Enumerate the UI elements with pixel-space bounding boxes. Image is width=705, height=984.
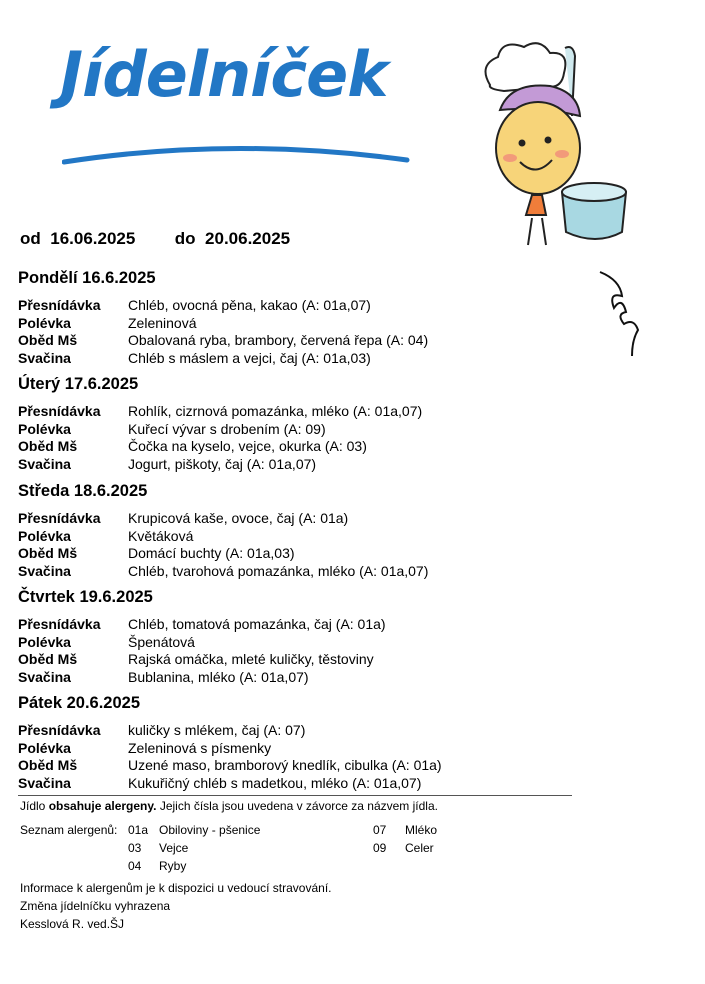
meal-label: Oběd Mš xyxy=(18,438,78,455)
allergen-code: 09 xyxy=(373,841,387,855)
meal-label: Svačina xyxy=(18,350,71,367)
meal-text: Zeleninová xyxy=(128,314,197,331)
title-underline-swoosh xyxy=(62,140,412,170)
meal-label: Polévka xyxy=(18,420,71,437)
meal-text: Obalovaná ryba, brambory, červená řepa (A: 04) xyxy=(128,332,429,349)
meal-text: Bublanina, mléko (A: 01a,07) xyxy=(128,669,309,686)
footer-change-note: Změna jídelníčku vyhrazena xyxy=(20,899,171,913)
footer xyxy=(20,879,331,933)
meal-text: Zeleninová s písmenky xyxy=(128,739,272,756)
meal-text: Jogurt, piškoty, čaj (A: 01a,07) xyxy=(128,456,317,473)
meal-label: Svačina xyxy=(18,456,71,473)
meal-row xyxy=(18,350,578,368)
meal-row xyxy=(18,616,578,634)
allergen-name: Obiloviny - pšenice xyxy=(159,823,261,837)
meal-text: Domácí buchty (A: 01a,03) xyxy=(128,545,295,562)
meal-label: Svačina xyxy=(18,563,71,580)
meal-row xyxy=(18,421,578,439)
day-heading: Pátek 20.6.2025 xyxy=(18,694,141,712)
meal-label: Přesnídávka xyxy=(18,403,101,419)
meal-text: Čočka na kyselo, vejce, okurka (A: 03) xyxy=(128,438,367,455)
meal-label: Svačina xyxy=(18,775,71,792)
page-title: Jídelníček xyxy=(60,38,388,111)
meal-label: Oběd Mš xyxy=(18,332,78,349)
meal-row xyxy=(18,651,578,669)
to-label: do xyxy=(174,229,196,248)
date-range xyxy=(20,229,290,249)
meal-label: Přesnídávka xyxy=(18,722,101,738)
meal-label: Svačina xyxy=(18,669,71,686)
allergen-note xyxy=(20,799,438,813)
day-heading: Středa 18.6.2025 xyxy=(18,482,148,500)
day-tuesday xyxy=(18,375,578,474)
meal-row xyxy=(18,757,578,775)
meal-label: Oběd Mš xyxy=(18,651,78,668)
meal-text: kuličky s mlékem, čaj (A: 07) xyxy=(128,722,306,738)
to-date: 20.06.2025 xyxy=(205,229,291,248)
allergen-note-prefix: Jídlo xyxy=(20,799,49,813)
day-monday xyxy=(18,269,578,368)
meal-row xyxy=(18,456,578,474)
allergen-name: Mléko xyxy=(405,823,438,837)
allergen-list-label: Seznam alergenů: xyxy=(20,823,118,837)
meal-row xyxy=(18,545,578,563)
meal-label: Oběd Mš xyxy=(18,545,78,562)
meal-label: Přesnídávka xyxy=(18,510,101,526)
meal-label: Polévka xyxy=(18,314,71,331)
footer-info: Informace k alergenům je k dispozici u vedoucí stravování. xyxy=(20,881,332,895)
day-thursday xyxy=(18,588,578,687)
meal-row xyxy=(18,740,578,758)
meal-text: Chléb, tomatová pomazánka, čaj (A: 01a) xyxy=(128,616,386,632)
meal-row xyxy=(18,332,578,350)
day-heading: Pondělí 16.6.2025 xyxy=(18,269,156,287)
from-date: 16.06.2025 xyxy=(50,229,136,248)
meal-label: Polévka xyxy=(18,527,71,544)
meal-label: Polévka xyxy=(18,739,71,756)
meal-text: Kuřecí vývar s drobením (A: 09) xyxy=(128,420,326,437)
divider xyxy=(18,795,572,796)
meal-row xyxy=(18,775,578,793)
day-heading: Úterý 17.6.2025 xyxy=(18,375,139,393)
meal-text: Uzené maso, bramborový knedlík, cibulka (A: 01a) xyxy=(128,757,442,774)
meal-text: Rohlík, cizrnová pomazánka, mléko (A: 01a,07) xyxy=(128,403,423,419)
meal-row xyxy=(18,722,578,740)
meal-text: Chléb, tvarohová pomazánka, mléko (A: 01a,07) xyxy=(128,563,429,580)
allergen-note-bold: obsahuje alergeny. xyxy=(48,799,157,813)
day-heading: Čtvrtek 19.6.2025 xyxy=(18,588,153,606)
footer-author: Kesslová R. ved.ŠJ xyxy=(20,917,125,931)
meal-row xyxy=(18,438,578,456)
allergen-name: Ryby xyxy=(159,859,187,873)
meal-row xyxy=(18,669,578,687)
allergen-code: 01a xyxy=(128,823,149,837)
meal-text: Špenátová xyxy=(128,633,195,650)
meal-text: Kukuřičný chléb s madetkou, mléko (A: 01a,07) xyxy=(128,775,422,792)
meal-row xyxy=(18,297,578,315)
allergen-code: 07 xyxy=(373,823,387,837)
meal-row xyxy=(18,634,578,652)
allergen-code: 04 xyxy=(128,859,142,873)
allergen-name: Vejce xyxy=(159,841,189,855)
chef-illustration xyxy=(470,40,640,260)
meal-text: Krupicová kaše, ovoce, čaj (A: 01a) xyxy=(128,510,349,526)
meal-row xyxy=(18,403,578,421)
from-label: od xyxy=(20,229,41,248)
meal-text: Chléb, ovocná pěna, kakao (A: 01a,07) xyxy=(128,297,371,313)
meal-label: Polévka xyxy=(18,633,71,650)
meal-label: Přesnídávka xyxy=(18,616,101,632)
meal-label: Oběd Mš xyxy=(18,757,78,774)
allergen-name: Celer xyxy=(405,841,434,855)
meal-text: Květáková xyxy=(128,527,194,544)
meal-row xyxy=(18,563,578,581)
allergen-code: 03 xyxy=(128,841,142,855)
allergen-note-suffix: Jejich čísla jsou uvedena v závorce za názvem jídla. xyxy=(156,799,438,813)
meal-row xyxy=(18,528,578,546)
meal-text: Chléb s máslem a vejci, čaj (A: 01a,03) xyxy=(128,350,371,367)
signature-scribble xyxy=(598,268,648,358)
meal-label: Přesnídávka xyxy=(18,297,101,313)
meal-row xyxy=(18,315,578,333)
meal-row xyxy=(18,510,578,528)
day-wednesday xyxy=(18,482,578,581)
meal-text: Rajská omáčka, mleté kuličky, těstoviny xyxy=(128,651,374,668)
day-friday xyxy=(18,694,578,793)
